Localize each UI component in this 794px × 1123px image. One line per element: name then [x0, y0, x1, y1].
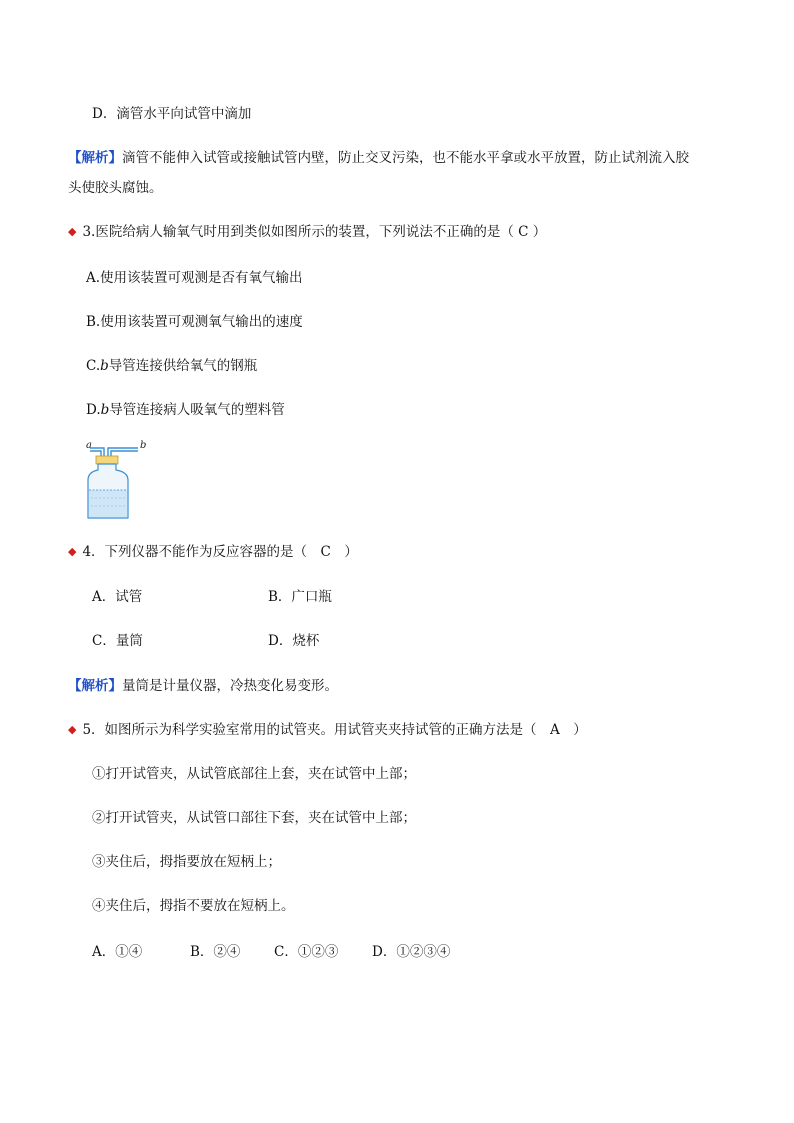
q2-option-d: D．滴管水平向试管中滴加 [92, 106, 252, 122]
q2-analysis-line2: 头使胶头腐蚀。 [68, 180, 163, 196]
q5-item4: ④夹住后，拇指不要放在短柄上。 [92, 898, 295, 914]
q5-item2: ②打开试管夹，从试管口部往下套，夹在试管中上部； [92, 810, 416, 826]
analysis-tag: 【解析】 [68, 150, 122, 166]
gas-washing-bottle-figure [86, 436, 158, 522]
liquid [89, 490, 127, 517]
q4-option-d: D．烧杯 [268, 633, 320, 649]
q3-stem-text: 3.医院给病人输氧气时用到类似如图所示的装置，下列说法不正确的是（ C ） [82, 224, 547, 240]
q2-analysis-line1 [68, 148, 689, 168]
diamond-bullet-icon: ◆ [68, 545, 77, 558]
q3-option-c-var: b [100, 358, 109, 374]
diamond-bullet-icon: ◆ [68, 723, 77, 736]
q4-option-b: B．广口瓶 [268, 589, 332, 605]
q3-option-d-prefix: D. [86, 402, 101, 418]
analysis-tag: 【解析】 [68, 678, 122, 694]
diamond-bullet-icon: ◆ [68, 225, 77, 238]
q5-item3: ③夹住后，拇指要放在短柄上； [92, 854, 281, 870]
stopper [96, 456, 118, 464]
q5-option-c: C．①②③ [274, 944, 339, 960]
q4-option-a: A．试管 [92, 589, 143, 605]
q4-option-c: C．量筒 [92, 633, 143, 649]
q5-option-a: A．①④ [92, 944, 143, 960]
q5-stem-text: 5．如图所示为科学实验室常用的试管夹。用试管夹夹持试管的正确方法是（ A ） [82, 722, 587, 738]
q4-analysis [68, 676, 338, 696]
figure-label-b: b [140, 440, 147, 451]
figure-label-a: a [86, 440, 92, 451]
q5-stem [68, 720, 587, 740]
q3-option-b: B.使用该装置可观测氧气输出的速度 [86, 314, 303, 330]
q5-item1: ①打开试管夹，从试管底部往上套，夹在试管中上部； [92, 766, 416, 782]
q3-option-d-text: 导管连接病人吸氧气的塑料管 [109, 402, 285, 418]
q4-stem-text: 4．下列仪器不能作为反应容器的是（ C ） [82, 544, 358, 560]
q2-analysis-text: 滴管不能伸入试管或接触试管内壁，防止交叉污染，也不能水平拿或水平放置，防止试剂流入胶 [122, 150, 689, 166]
q3-option-c-prefix: C. [86, 358, 101, 374]
q3-option-c-text: 导管连接供给氧气的钢瓶 [108, 358, 258, 374]
q3-option-a: A.使用该装置可观测是否有氧气输出 [86, 270, 303, 286]
q3-option-d-var: b [100, 402, 110, 418]
q4-stem [68, 542, 358, 562]
q4-analysis-text: 量筒是计量仪器，冷热变化易变形。 [122, 678, 338, 694]
q3-option-c [86, 356, 257, 376]
q5-option-d: D．①②③④ [372, 944, 451, 960]
q3-stem [68, 222, 546, 242]
q5-option-b: B．②④ [190, 944, 241, 960]
q3-option-d [86, 400, 285, 420]
